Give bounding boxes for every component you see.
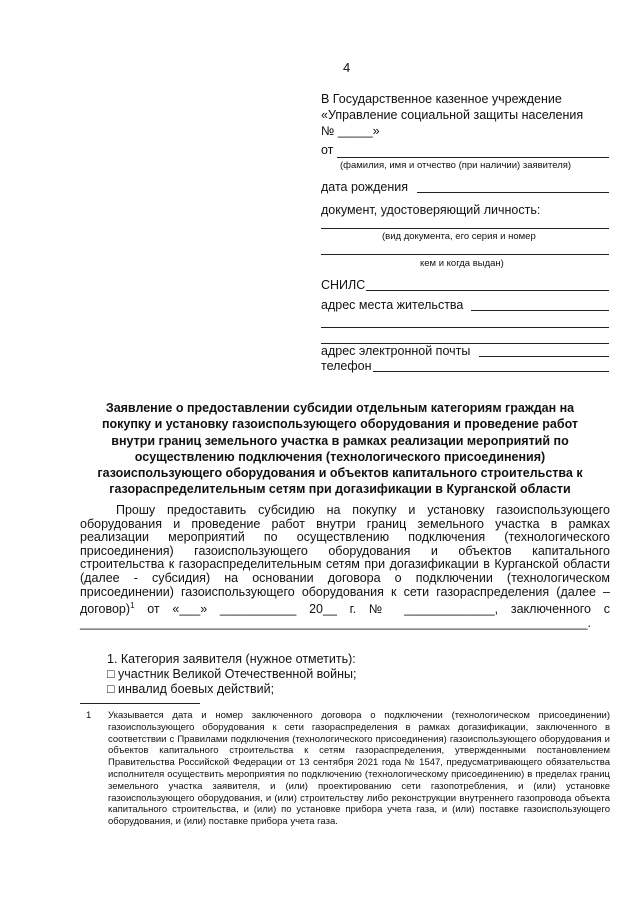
birth-date-label: дата рождения [321,180,409,194]
request-text: Прошу предоставить субсидию на покупку и установку газоиспользующего оборудования и проведение работ внутри границ земельного участка в рамках реализации мероприятий по осуществлению подключения (технологического присоединения) газоиспользующего оборудования и объектов капитального строительства к газораспределительным сетям при догазификации в Курганской области (далее - субсидия) на основании договора о подключении (технологическом присоединении) газоиспользующего оборудования к сети газораспределения (далее – договор) [80,503,610,617]
email-line [479,356,609,357]
address-line-1 [471,310,609,311]
category-option-combat-disabled[interactable]: □ инвалид боевых действий; [107,682,275,696]
from-label: от [321,143,334,157]
address-label: адрес места жительства [321,298,464,312]
category-option-wwii-participant[interactable]: □ участник Великой Отечественной войны; [107,667,357,681]
category-heading: 1. Категория заявителя (нужное отметить): [107,652,356,666]
document-title: Заявление о предоставлении субсидии отдельным категориям граждан на покупку и установку газоиспользующего оборудования и проведение работ внутри границ земельного участка в рамках реализации мероприятий по осуществлению подключения (технологического присоединения) газоиспользующего оборудования и объектов капитального строительства к газораспределительным сетям при догазификации в Курганской области [97,401,583,497]
addressee-line-3: № _____» [321,124,380,138]
snils-line [366,290,609,291]
footnote-text: Указывается дата и номер заключенного договора о подключении (технологическом присоединении) газоиспользующего оборудования к сети газораспределения в рамках догазификации, заключенного в соответствии с Правилами подключения (технологического присоединения) газоиспользующего оборудования и объектов капитального строительства к сетям газораспределения, утвержденными постановлением Правительства Российской Федерации от 13 сентября 2021 года № 1547, предусматривающего обязательства исполнителя осуществить мероприятия по подключению (технологическому присоединению) в пределах границ земельного участка заявителя, и (или) проектированию сети газопотребления, и (или) установке газоиспользующего оборудования, и (или) строительству либо реконструкции внутреннего газопровода объекта капитального строительства, и (или) по установке прибора учета газа, и (или) поставке газоиспользующего оборудования, и (или) поставке прибора учета газа. [108,710,610,828]
phone-label: телефон [321,359,372,373]
email-label: адрес электронной почты [321,344,471,358]
id-document-caption-1: (вид документа, его серия и номер [382,231,536,242]
contract-details: от «___» ___________ 20__ г. № _____________, заключенного с _________________________________________________________________________. [80,602,610,630]
address-line-2 [321,327,609,328]
addressee-line-1: В Государственное казенное учреждение [321,92,562,106]
footnote-separator [80,703,200,704]
request-paragraph [80,504,610,631]
page-number: 4 [343,60,351,75]
name-field-line [337,157,609,158]
id-document-line-1 [321,228,609,229]
phone-line [373,371,609,372]
birth-date-line [417,192,609,193]
name-caption: (фамилия, имя и отчество (при наличии) заявителя) [340,160,572,171]
id-document-label: документ, удостоверяющий личность: [321,203,541,217]
id-document-line-2 [321,254,609,255]
snils-label: СНИЛС [321,278,366,292]
addressee-line-2: «Управление социальной защиты населения [321,108,584,122]
id-document-caption-2: кем и когда выдан) [420,258,504,269]
footnote [86,710,610,828]
footnote-reference: 1 [130,601,135,611]
footnote-mark: 1 [86,710,92,721]
